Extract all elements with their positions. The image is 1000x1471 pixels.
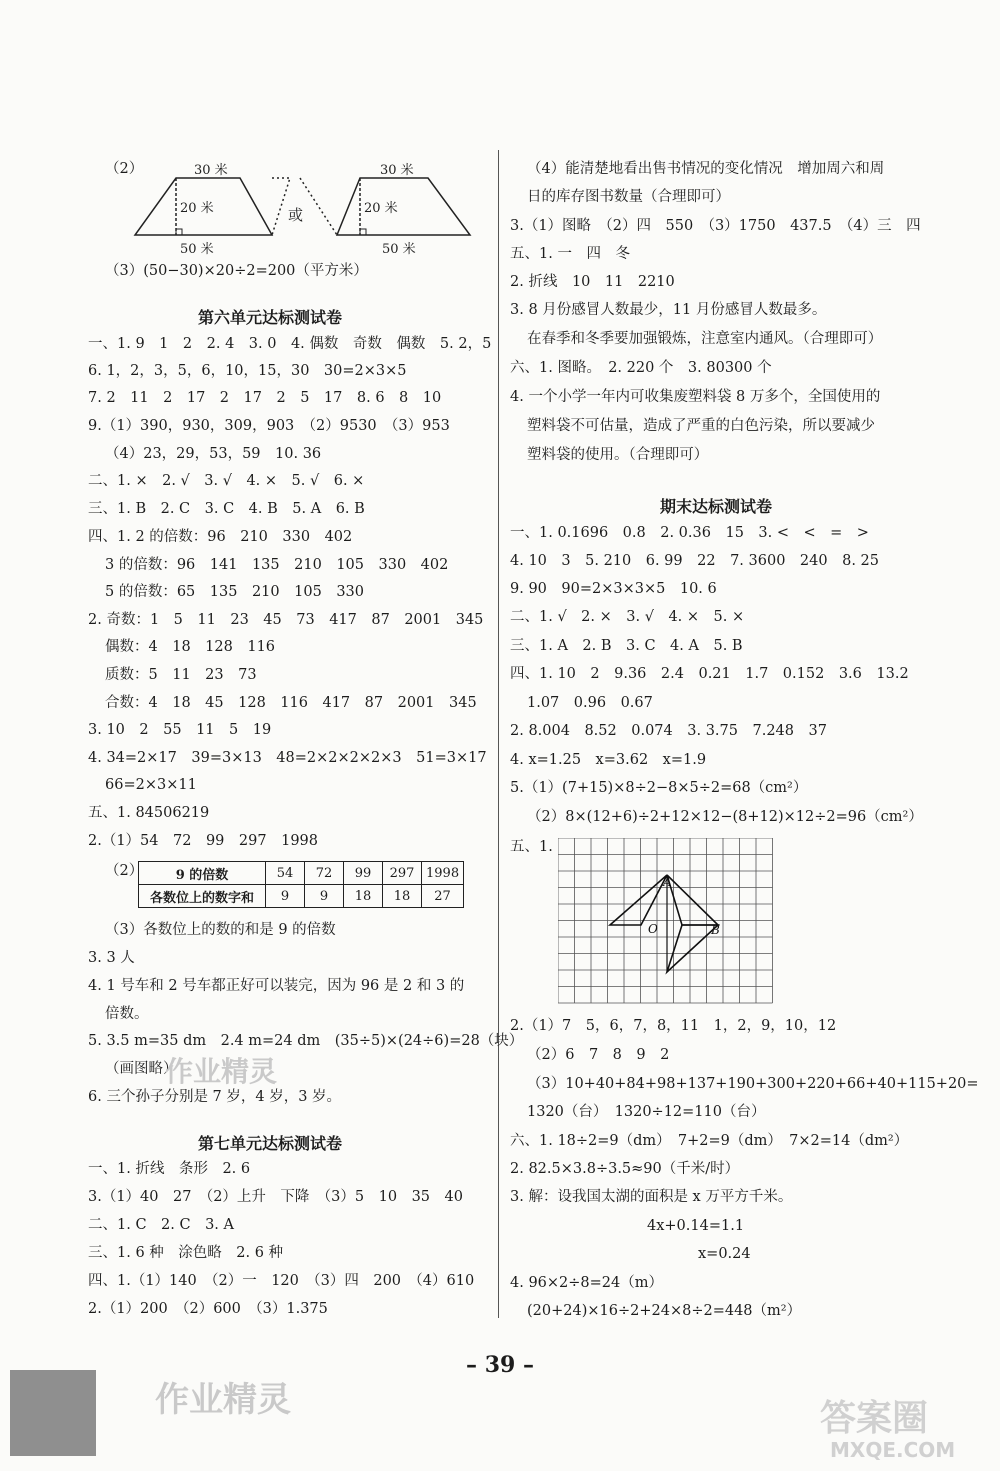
multiples-of-nine-table bbox=[138, 861, 464, 908]
answer-line: （3）(50−30)×20÷2=200（平方米） bbox=[105, 263, 368, 279]
answer-line: （画图略） bbox=[105, 1061, 178, 1077]
answer-line: 三、1. 6 种 涂色略 2. 6 种 bbox=[88, 1245, 284, 1261]
answer-line: 塑料袋的使用。（合理即可） bbox=[527, 447, 709, 463]
watermark: 作业精灵 bbox=[165, 1055, 278, 1088]
answer-line: 5. 3.5 m=35 dm 2.4 m=24 dm (35÷5)×(24÷6)=28（块） bbox=[88, 1033, 524, 1049]
point-b-label: B bbox=[711, 923, 720, 937]
answer-line: 4x+0.14=1.1 bbox=[647, 1218, 745, 1234]
answer-line: 3. 8 月份感冒人数最少，11 月份感冒人数最多。 bbox=[510, 302, 827, 318]
corner-block bbox=[10, 1370, 96, 1456]
answer-line: 偶数：4 18 128 116 bbox=[105, 639, 276, 655]
answer-line: 2.（1）200 （2）600 （3）1.375 bbox=[88, 1301, 328, 1317]
answer-line: 3.（1）图略 （2）四 550 （3）1750 437.5 （4）三 四 bbox=[510, 218, 921, 234]
answer-line: （2）6 7 8 9 2 bbox=[527, 1047, 670, 1063]
bottom-length-1: 50 米 bbox=[180, 242, 214, 255]
table-cell: 99 bbox=[344, 862, 383, 885]
answer-line: 1.07 0.96 0.67 bbox=[527, 695, 653, 711]
answer-line: 1320（台） 1320÷12=110（台） bbox=[527, 1104, 766, 1120]
answer-line: 2. 奇数：1 5 11 23 45 73 417 87 2001 345 bbox=[88, 612, 484, 628]
answer-line: 一、1. 0.1696 0.8 2. 0.36 15 3. < < = > bbox=[510, 525, 869, 541]
or-text: 或 bbox=[288, 206, 304, 224]
table-cell: 9 bbox=[305, 885, 344, 908]
answer-line: 6. 三个孙子分别是 7 岁，4 岁，3 岁。 bbox=[88, 1089, 342, 1105]
answer-line: （4）23，29，53，59 10. 36 bbox=[105, 446, 322, 462]
watermark: MXQE.COM bbox=[830, 1438, 956, 1462]
answer-line: 3. 10 2 55 11 5 19 bbox=[88, 722, 272, 738]
bottom-length-2: 50 米 bbox=[382, 242, 416, 255]
table-cell: 297 bbox=[383, 862, 422, 885]
answer-line: 三、1. A 2. B 3. C 4. A 5. B bbox=[510, 638, 743, 654]
answer-line: 在春季和冬季要加强锻炼，注意室内通风。（合理即可） bbox=[527, 331, 883, 347]
grid-figure bbox=[558, 838, 788, 1006]
table-cell: 9 的倍数 bbox=[139, 862, 266, 885]
answer-line: 日的库存图书数量（合理即可） bbox=[527, 189, 730, 205]
table-row bbox=[139, 862, 464, 885]
answer-line: 3. 3 人 bbox=[88, 950, 135, 966]
height-1: 20 米 bbox=[180, 201, 214, 216]
answer-line: 4. 34=2×17 39=3×13 48=2×2×2×2×3 51=3×17 bbox=[88, 750, 487, 766]
table-cell: 27 bbox=[422, 885, 464, 908]
answer-line: （2）8×(12+6)÷2+12×12−(8+12)×12÷2=96（cm²） bbox=[527, 809, 923, 825]
table-cell: 1998 bbox=[422, 862, 464, 885]
answer-line: (20+24)×16÷2+24×8÷2=448（m²） bbox=[527, 1303, 802, 1319]
answer-line: 合数：4 18 45 128 116 417 87 2001 345 bbox=[105, 695, 477, 711]
answer-line: 4. 1 号车和 2 号车都正好可以装完，因为 96 是 2 和 3 的 bbox=[88, 978, 465, 994]
answer-line: 五、1. bbox=[510, 839, 553, 855]
answer-line: 质数：5 11 23 73 bbox=[105, 667, 257, 683]
answer-line: 二、1. √ 2. × 3. √ 4. × 5. × bbox=[510, 609, 745, 625]
answer-line: 5 的倍数：65 135 210 105 330 bbox=[105, 584, 364, 600]
answer-line: 4. 10 3 5. 210 6. 99 22 7. 3600 240 8. 25 bbox=[510, 553, 879, 569]
answer-line: 4. x=1.25 x=3.62 x=1.9 bbox=[510, 752, 707, 768]
answer-line: x=0.24 bbox=[698, 1246, 751, 1262]
fig-label: （2） bbox=[105, 161, 144, 177]
table-cell: 72 bbox=[305, 862, 344, 885]
watermark: 答案圈 bbox=[820, 1398, 929, 1439]
answer-line: （2） bbox=[105, 863, 144, 879]
answer-line: 2. 折线 10 11 2210 bbox=[510, 274, 675, 290]
answer-line: 四、1.（1）140 （2）一 120 （3）四 200 （4）610 bbox=[88, 1273, 475, 1289]
answer-line: 六、1. 图略。 2. 220 个 3. 80300 个 bbox=[510, 360, 772, 376]
answer-line: 2. 82.5×3.8÷3.5≈90（千米/时） bbox=[510, 1161, 740, 1177]
answer-line: 3.（1）40 27 （2）上升 下降 （3）5 10 35 40 bbox=[88, 1189, 463, 1205]
answer-line: （4）能清楚地看出售书情况的变化情况 增加周六和周 bbox=[527, 161, 885, 177]
answer-line: 66=2×3×11 bbox=[105, 777, 197, 793]
answer-line: 塑料袋不可估量，造成了严重的白色污染，所以要减少 bbox=[527, 418, 875, 434]
answer-line: 2.（1）54 72 99 297 1998 bbox=[88, 833, 318, 849]
answer-line: 倍数。 bbox=[105, 1006, 149, 1022]
answer-line: 一、1. 折线 条形 2. 6 bbox=[88, 1161, 251, 1177]
point-o-label: O bbox=[648, 922, 658, 936]
answer-line: 二、1. × 2. √ 3. √ 4. × 5. √ 6. × bbox=[88, 473, 365, 489]
top-length-2: 30 米 bbox=[380, 163, 414, 178]
answer-line: 3. 解：设我国太湖的面积是 x 万平方千米。 bbox=[510, 1189, 793, 1205]
section-heading: 第七单元达标测试卷 bbox=[198, 1134, 343, 1153]
answer-line: 三、1. B 2. C 3. C 4. B 5. A 6. B bbox=[88, 501, 365, 517]
triangle-b bbox=[667, 875, 718, 925]
answer-line: （3）10+40+84+98+137+190+300+220+66+40+115+20= bbox=[527, 1076, 979, 1092]
answer-line: 3 的倍数：96 141 135 210 105 330 402 bbox=[105, 557, 449, 573]
answer-line: 6. 1，2，3，5，6，10，15，30 30=2×3×5 bbox=[88, 363, 407, 379]
answer-line: 六、1. 18÷2=9（dm） 7+2=9（dm） 7×2=14（dm²） bbox=[510, 1133, 909, 1149]
section-heading: 期末达标测试卷 bbox=[660, 497, 773, 516]
point-a-label: A bbox=[663, 875, 672, 889]
answer-line: 2. 8.004 8.52 0.074 3. 3.75 7.248 37 bbox=[510, 723, 827, 739]
trapezoid-2 bbox=[337, 178, 470, 235]
column-divider bbox=[498, 150, 499, 1318]
answer-line: 4. 一个小学一年内可收集废塑料袋 8 万多个，全国使用的 bbox=[510, 389, 881, 405]
answer-line: 二、1. C 2. C 3. A bbox=[88, 1217, 234, 1233]
triangle-a bbox=[610, 875, 667, 925]
table-cell: 9 bbox=[266, 885, 305, 908]
answer-line: 7. 2 11 2 17 2 17 2 5 17 8. 6 8 10 bbox=[88, 390, 442, 406]
table-cell: 18 bbox=[383, 885, 422, 908]
answer-line: 2.（1）7 5，6，7，8，11 1，2，9，10，12 bbox=[510, 1018, 837, 1034]
table-cell: 18 bbox=[344, 885, 383, 908]
answer-line: 五、1. 84506219 bbox=[88, 805, 210, 821]
answer-line: 一、1. 9 1 2 2. 4 3. 0 4. 偶数 奇数 偶数 5. 2，5 bbox=[88, 336, 492, 352]
answer-line: （3）各数位上的数的和是 9 的倍数 bbox=[105, 922, 336, 938]
height-2: 20 米 bbox=[364, 201, 398, 216]
answer-line: 4. 96×2÷8=24（m） bbox=[510, 1275, 663, 1291]
page-number: – 39 – bbox=[466, 1352, 534, 1378]
answer-line: 9. 90 90=2×3×3×5 10. 6 bbox=[510, 581, 717, 597]
table-cell: 54 bbox=[266, 862, 305, 885]
answer-line: 四、1. 10 2 9.36 2.4 0.21 1.7 0.152 3.6 13.2 bbox=[510, 666, 909, 682]
table-cell: 各数位上的数字和 bbox=[139, 885, 266, 908]
trapezoid-figure bbox=[130, 160, 510, 255]
answer-line: 9.（1）390，930，309，903 （2）9530 （3）953 bbox=[88, 418, 450, 434]
answer-line: 四、1. 2 的倍数：96 210 330 402 bbox=[88, 529, 353, 545]
table-row bbox=[139, 885, 464, 908]
answer-line: 5.（1）(7+15)×8÷2−8×5÷2=68（cm²） bbox=[510, 780, 808, 796]
answer-line: 五、1. 一 四 冬 bbox=[510, 246, 630, 262]
top-length-1: 30 米 bbox=[194, 163, 228, 178]
section-heading: 第六单元达标测试卷 bbox=[198, 308, 343, 327]
watermark: 作业精灵 bbox=[155, 1380, 291, 1420]
